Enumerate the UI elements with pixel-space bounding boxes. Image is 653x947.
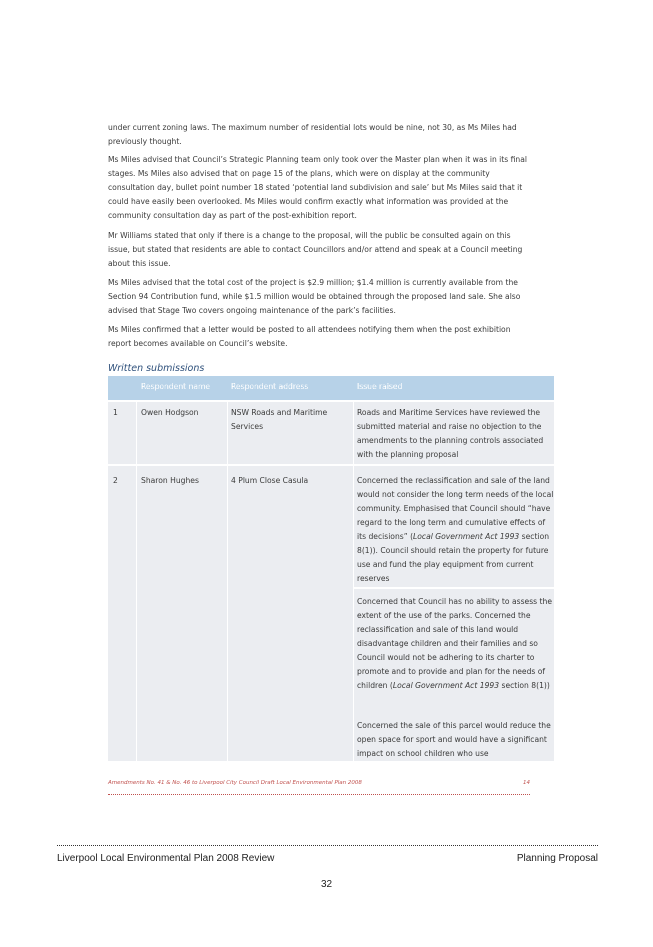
row-2-name: Sharon Hughes (141, 476, 199, 485)
row-2-issue-b (357, 595, 554, 693)
outer-footer-title: Liverpool Local Environmental Plan 2008 Review (57, 853, 275, 864)
header-respondent-name: Respondent name (141, 382, 211, 391)
row-divider (108, 464, 554, 466)
outer-footer-doc-type: Planning Proposal (516, 853, 598, 864)
row-2-address: 4 Plum Close Casula (231, 476, 309, 485)
inner-footer-page: 14 (523, 780, 530, 786)
submissions-table (108, 376, 554, 761)
section-heading-written-submissions: Written submissions (108, 363, 205, 374)
issue-a-act: Local Government Act 1993 (413, 532, 520, 541)
row-1-number: 1 (113, 408, 118, 417)
issue-a-text: Concerned the reclassification and sale of the land would not consider the long term needs of the local community. Emphasised that Council should “have regard to the long term and cumulative effects of its decisions” ( (357, 476, 554, 541)
issue-a-text-end: section 8(1)). Council should retain the property for future use and fund the play equipment from current reserves (357, 532, 550, 583)
row-1-name: Owen Hodgson (141, 408, 199, 417)
issue-b-text-end: section 8(1)) (499, 681, 550, 690)
paragraph-cost: Ms Miles advised that the total cost of the project is $2.9 million; $1.4 million is currently available from the Section 94 Contribution fund, while $1.5 million would be obtained through the proposed land sale. She also advised that Stage Two covers ongoing maintenance of the park’s facilities. (108, 278, 521, 315)
row-1-address: NSW Roads and Maritime Services (231, 408, 328, 431)
issue-b-text: Concerned that Council has no ability to assess the extent of the use of the parks. Concerned the reclassification and sale of this land would disadvantage children and their families and so Council would not be adhering to its charter to promote and to provide and plan for the needs of children ( (357, 597, 552, 690)
inner-footer-rule (108, 794, 530, 795)
table-header-row (108, 376, 554, 400)
header-issue-raised: Issue raised (357, 382, 403, 391)
header-respondent-address: Respondent address (231, 382, 309, 391)
row-2-issue-c: Concerned the sale of this parcel would reduce the open space for sport and would have a significant impact on school children who use (357, 721, 551, 758)
paragraph-consultation: Mr Williams stated that only if there is a change to the proposal, will the public be consulted again on this issue, but stated that residents are able to contact Councillors and/or attend and speak at a Council meeting about this issue. (108, 231, 523, 268)
paragraph-zoning: under current zoning laws. The maximum number of residential lots would be nine, not 30, as Ms Miles had previously thought. (108, 123, 517, 146)
column-divider (136, 402, 137, 761)
row-2-number: 2 (113, 476, 118, 485)
paragraph-letter: Ms Miles confirmed that a letter would be posted to all attendees notifying them when the post exhibition report becomes available on Council’s website. (108, 325, 511, 348)
issue-divider (353, 587, 554, 589)
page-number: 32 (320, 879, 333, 890)
outer-footer-rule (57, 845, 598, 846)
inner-footer-text: Amendments No. 41 & No. 46 to Liverpool City Council Draft Local Environmental Plan 2008 (108, 780, 362, 786)
column-divider (227, 402, 228, 761)
issue-b-act: Local Government Act 1993 (392, 681, 500, 690)
row-1-issue: Roads and Maritime Services have reviewed the submitted material and raise no objection to the amendments to the planning controls associated with the planning proposal (357, 408, 544, 459)
inner-footer (108, 780, 530, 786)
paragraph-strategic-planning: Ms Miles advised that Council’s Strategic Planning team only took over the Master plan when it was in its final stages. Ms Miles also advised that on page 15 of the plans, which were on display at the community consultation day, bullet point number 18 stated ‘potential land subdivision and sale’ but Ms Miles said that it could have easily been overlooked. Ms Miles would confirm exactly what information was provided at the community consultation day as part of the post-exhibition report. (108, 155, 527, 220)
column-divider (353, 402, 354, 761)
table-body (108, 402, 554, 761)
row-2-issue-a (357, 474, 554, 586)
